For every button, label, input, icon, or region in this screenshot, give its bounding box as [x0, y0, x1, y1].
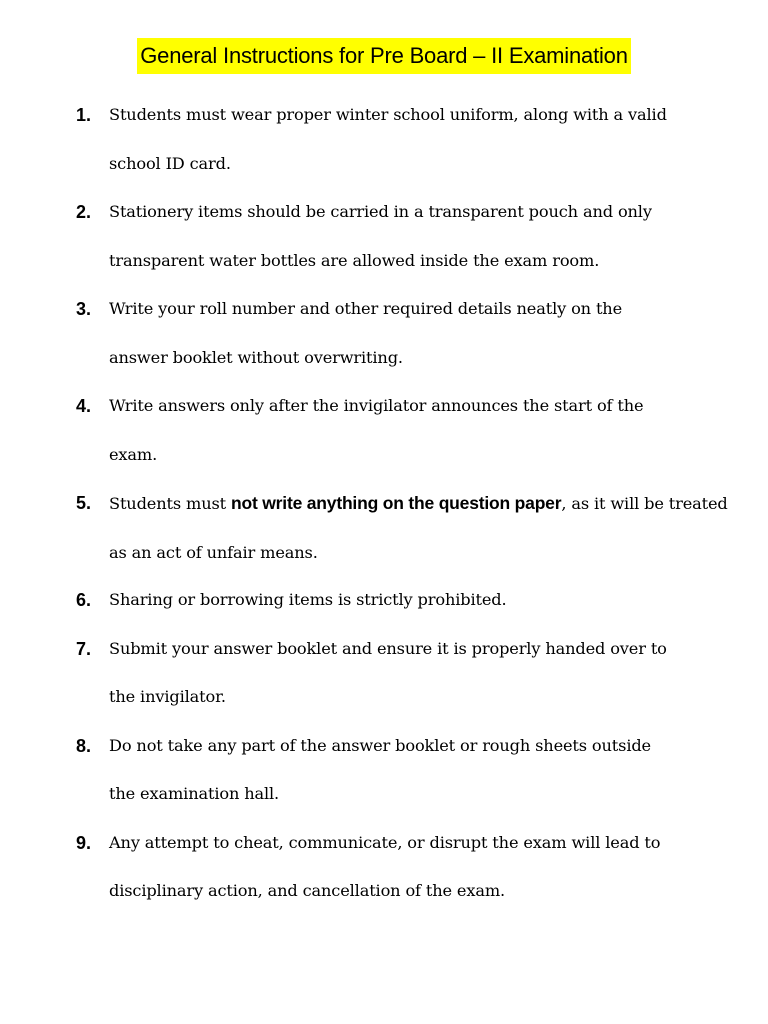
instruction-line: Students must wear proper winter school uniform, along with a valid	[109, 105, 667, 124]
instruction-line: the invigilator.	[109, 687, 226, 706]
instruction-item	[0, 822, 768, 919]
instruction-bold-text: not write anything on the question paper	[230, 493, 562, 513]
instruction-item	[0, 288, 768, 385]
instruction-item	[0, 628, 768, 725]
instruction-text	[109, 285, 729, 382]
instruction-line: Write your roll number and other required details neatly on the	[109, 299, 623, 318]
instruction-number: 9.	[76, 832, 92, 853]
instruction-number: 1.	[76, 105, 92, 125]
instruction-line: school ID card.	[109, 153, 231, 173]
instruction-item	[0, 94, 768, 191]
instruction-line: Any attempt to cheat, communicate, or disrupt the exam will lead to	[109, 832, 661, 852]
instruction-line: answer booklet without overwriting.	[109, 347, 403, 367]
instruction-line: exam.	[109, 444, 158, 464]
instruction-text	[109, 625, 729, 722]
instruction-item	[0, 385, 768, 482]
instruction-text	[109, 91, 729, 188]
instruction-text	[109, 819, 729, 916]
instruction-text	[109, 188, 729, 285]
instruction-line: Do not take any part of the answer booklet or rough sheets outside	[109, 735, 651, 755]
instructions-list	[0, 94, 768, 919]
instruction-text	[109, 479, 729, 577]
instruction-number: 2.	[76, 202, 92, 222]
instruction-number: 3.	[76, 299, 92, 319]
instruction-number: 5.	[76, 493, 92, 513]
instruction-line: disciplinary action, and cancellation of the exam.	[109, 881, 506, 900]
instruction-item	[0, 725, 768, 822]
instruction-text-after: , as it will be treated as an act of unfair means.	[109, 494, 728, 562]
document-title: General Instructions for Pre Board – II Examination	[137, 38, 631, 74]
instruction-text-before: Students must	[109, 494, 231, 513]
instruction-text	[109, 576, 729, 625]
instruction-line: Submit your answer booklet and ensure it is properly handed over to	[109, 638, 667, 658]
instruction-line: the examination hall.	[109, 784, 280, 803]
instruction-number: 7.	[76, 638, 92, 659]
instruction-text	[109, 722, 729, 819]
instruction-line: Sharing or borrowing items is strictly prohibited.	[109, 590, 507, 609]
instruction-item	[0, 579, 768, 628]
instruction-line: Stationery items should be carried in a transparent pouch and only	[109, 202, 652, 221]
instruction-number: 6.	[76, 590, 92, 610]
instruction-line: Write answers only after the invigilator announces the start of the	[109, 396, 644, 415]
instruction-item	[0, 191, 768, 288]
instruction-line: transparent water bottles are allowed inside the exam room.	[109, 250, 600, 270]
instruction-text	[109, 382, 729, 479]
instruction-number: 8.	[76, 735, 92, 756]
instruction-item	[0, 482, 768, 579]
title-container	[0, 38, 768, 74]
instruction-number: 4.	[76, 396, 92, 416]
